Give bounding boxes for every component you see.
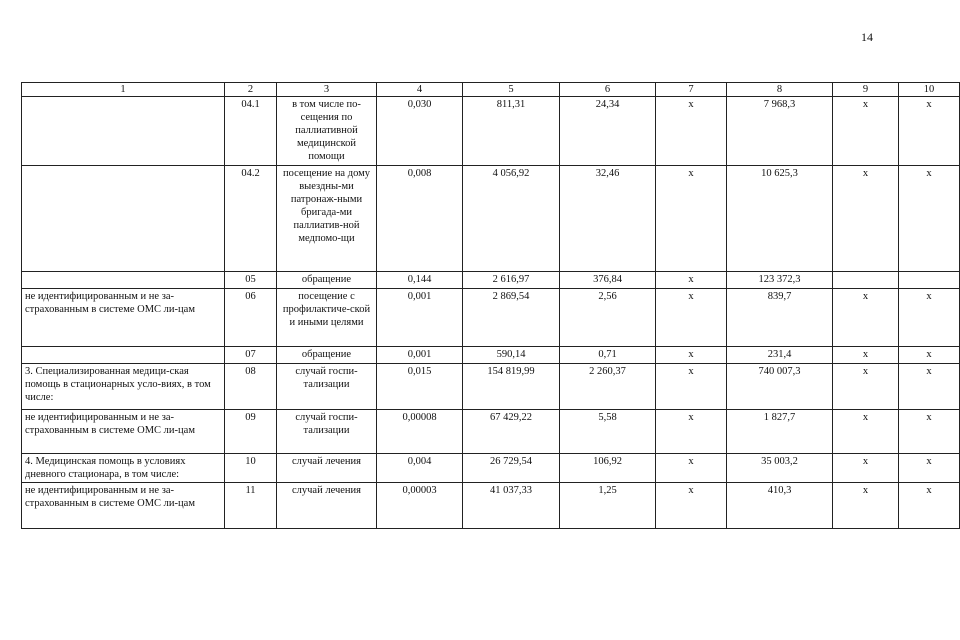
column-header-8: 8 xyxy=(727,83,833,97)
table-cell: х xyxy=(656,410,727,454)
table-cell: 154 819,99 xyxy=(463,364,560,410)
page-number: 14 xyxy=(861,30,873,44)
table-cell: 231,4 xyxy=(727,347,833,364)
table-cell: х xyxy=(833,410,899,454)
column-header-4: 4 xyxy=(377,83,463,97)
table-cell: 7 968,3 xyxy=(727,97,833,166)
column-header-7: 7 xyxy=(656,83,727,97)
table-row xyxy=(22,364,960,410)
table-cell: 4. Медицинская помощь в условиях дневного стационара, в том числе: xyxy=(22,454,225,483)
table-cell: 10 xyxy=(225,454,277,483)
table-cell: 0,008 xyxy=(377,166,463,272)
table-cell: х xyxy=(899,410,960,454)
table-cell: 2,56 xyxy=(560,289,656,347)
table-cell: случай госпи-тализации xyxy=(277,364,377,410)
table-cell xyxy=(22,97,225,166)
table-cell: х xyxy=(656,483,727,529)
table-cell: 2 616,97 xyxy=(463,272,560,289)
table-cell: х xyxy=(899,483,960,529)
table-cell xyxy=(899,272,960,289)
table-cell: 04.2 xyxy=(225,166,277,272)
table-cell: 0,030 xyxy=(377,97,463,166)
table-cell: 07 xyxy=(225,347,277,364)
column-header-2: 2 xyxy=(225,83,277,97)
table-cell: х xyxy=(899,454,960,483)
column-header-3: 3 xyxy=(277,83,377,97)
table-cell: х xyxy=(833,289,899,347)
table-cell: 0,015 xyxy=(377,364,463,410)
table-cell: 06 xyxy=(225,289,277,347)
table-cell: не идентифицированным и не за-страхованным в системе ОМС ли-цам xyxy=(22,483,225,529)
table-cell: 04.1 xyxy=(225,97,277,166)
table-cell: х xyxy=(656,166,727,272)
table-cell: х xyxy=(656,289,727,347)
table-cell: 0,00008 xyxy=(377,410,463,454)
table-cell: х xyxy=(656,97,727,166)
table-cell: не идентифицированным и не за-страхованным в системе ОМС ли-цам xyxy=(22,410,225,454)
table-cell: 0,001 xyxy=(377,289,463,347)
table-cell: х xyxy=(899,166,960,272)
table-cell: 106,92 xyxy=(560,454,656,483)
table-cell: обращение xyxy=(277,272,377,289)
table-cell: х xyxy=(833,166,899,272)
table-cell: х xyxy=(899,97,960,166)
table-cell: 10 625,3 xyxy=(727,166,833,272)
table-cell: х xyxy=(833,347,899,364)
table-cell: 24,34 xyxy=(560,97,656,166)
column-header-6: 6 xyxy=(560,83,656,97)
table-cell: 123 372,3 xyxy=(727,272,833,289)
table-cell: 4 056,92 xyxy=(463,166,560,272)
table-cell: 0,144 xyxy=(377,272,463,289)
table-cell: 35 003,2 xyxy=(727,454,833,483)
table-row xyxy=(22,410,960,454)
table-cell xyxy=(22,272,225,289)
table-cell xyxy=(22,347,225,364)
table-row xyxy=(22,347,960,364)
table-cell: 2 869,54 xyxy=(463,289,560,347)
table-cell: не идентифицированным и не за-страхованным в системе ОМС ли-цам xyxy=(22,289,225,347)
table-cell: 26 729,54 xyxy=(463,454,560,483)
table-cell xyxy=(833,272,899,289)
table-cell: 1,25 xyxy=(560,483,656,529)
table-cell: 811,31 xyxy=(463,97,560,166)
table-cell: х xyxy=(899,364,960,410)
table-cell: х xyxy=(656,272,727,289)
column-header-10: 10 xyxy=(899,83,960,97)
table-cell: 0,00003 xyxy=(377,483,463,529)
table-cell: х xyxy=(899,289,960,347)
table-cell: 0,001 xyxy=(377,347,463,364)
table-cell: х xyxy=(656,454,727,483)
header-row xyxy=(22,83,960,97)
table-row xyxy=(22,166,960,272)
table-cell xyxy=(22,166,225,272)
table-cell: 05 xyxy=(225,272,277,289)
column-header-5: 5 xyxy=(463,83,560,97)
table-cell: 2 260,37 xyxy=(560,364,656,410)
table-row xyxy=(22,454,960,483)
table-cell: 839,7 xyxy=(727,289,833,347)
table-cell: 1 827,7 xyxy=(727,410,833,454)
table-cell: обращение xyxy=(277,347,377,364)
table-cell: 3. Специализированная медици-ская помощь в стационарных усло-виях, в том числе: xyxy=(22,364,225,410)
table-cell: 67 429,22 xyxy=(463,410,560,454)
table-cell: 0,004 xyxy=(377,454,463,483)
table-cell: х xyxy=(833,454,899,483)
table-cell: х xyxy=(833,364,899,410)
table-cell: х xyxy=(656,347,727,364)
table-cell: 740 007,3 xyxy=(727,364,833,410)
table-cell: случай лечения xyxy=(277,454,377,483)
table-cell: 0,71 xyxy=(560,347,656,364)
table-cell: случай госпи-тализации xyxy=(277,410,377,454)
table-cell: 11 xyxy=(225,483,277,529)
table-cell: 376,84 xyxy=(560,272,656,289)
table-cell: х xyxy=(833,97,899,166)
table-cell: 410,3 xyxy=(727,483,833,529)
table-cell: 5,58 xyxy=(560,410,656,454)
table-cell: 590,14 xyxy=(463,347,560,364)
column-header-9: 9 xyxy=(833,83,899,97)
table-cell: 41 037,33 xyxy=(463,483,560,529)
table-cell: в том числе по-сещения по паллиативной медицинской помощи xyxy=(277,97,377,166)
table-row xyxy=(22,97,960,166)
table-row xyxy=(22,289,960,347)
table-cell: 32,46 xyxy=(560,166,656,272)
table-cell: х xyxy=(899,347,960,364)
table-row xyxy=(22,483,960,529)
table-cell: посещение с профилактиче-ской и иными целями xyxy=(277,289,377,347)
table-cell: х xyxy=(833,483,899,529)
column-header-1: 1 xyxy=(22,83,225,97)
table-cell: случай лечения xyxy=(277,483,377,529)
table-cell: 08 xyxy=(225,364,277,410)
table-cell: х xyxy=(656,364,727,410)
data-table xyxy=(21,82,960,529)
table-cell: 09 xyxy=(225,410,277,454)
table-cell: посещение на дому выездны-ми патронаж-ными бригада-ми паллиатив-ной медпомо-щи xyxy=(277,166,377,272)
table-row xyxy=(22,272,960,289)
